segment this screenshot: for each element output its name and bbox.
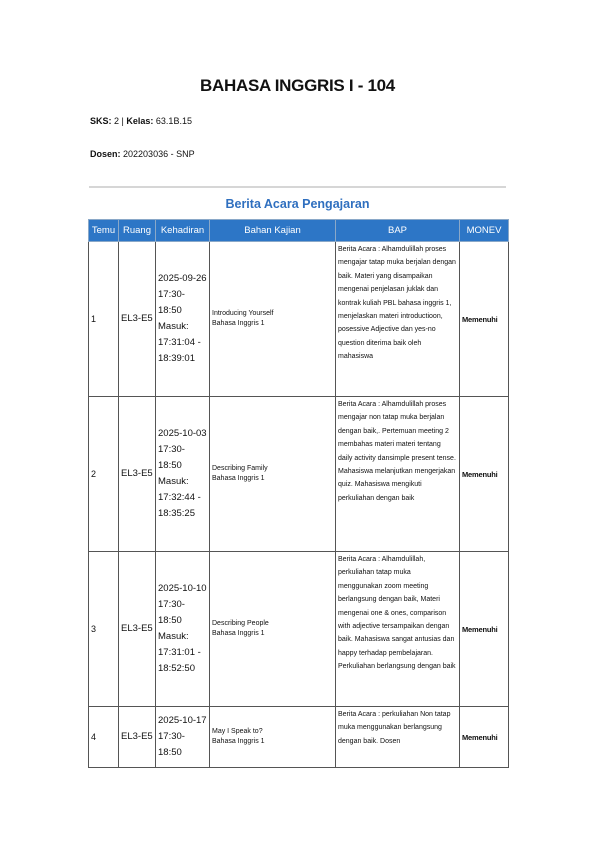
- lecturer-info: [90, 149, 195, 159]
- temu-cell: 3: [89, 552, 119, 707]
- ruang-cell: EL3-E5: [119, 242, 156, 397]
- column-header-temu: Temu: [89, 220, 119, 242]
- column-header-monev: MONEV: [460, 220, 509, 242]
- monev-cell: Memenuhi: [460, 397, 509, 552]
- sks-value: 2 |: [114, 116, 124, 126]
- bahan-title: Describing Family: [212, 465, 268, 472]
- table-row: [89, 397, 509, 552]
- bap-cell: Berita Acara : Alhamdulillah, perkuliahan tatap muka menggunakan zoom meeting berlangsung dengan baik, Materi mengenai one & ones, comparison with adjective tersampaikan dengan baik. Mahasiswa sangat antusias dan happy terhadap pembelajaran. Perkuliahan berlangsung dengan baik: [336, 552, 460, 707]
- kehadiran-cell: 2025-09-26 17:30-18:50 Masuk: 17:31:04 - 18:39:01: [156, 242, 210, 397]
- bahan-kajian-cell: [210, 707, 336, 768]
- kehadiran-cell: 2025-10-17 17:30-18:50: [156, 707, 210, 768]
- divider: [89, 186, 506, 188]
- bahan-title: Describing People: [212, 620, 269, 627]
- bahan-kajian-cell: [210, 552, 336, 707]
- table-row: [89, 707, 509, 768]
- kehadiran-cell: 2025-10-10 17:30-18:50 Masuk: 17:31:01 - 18:52:50: [156, 552, 210, 707]
- temu-cell: 4: [89, 707, 119, 768]
- bap-cell: Berita Acara : Alhamdulillah proses mengajar non tatap muka berjalan dengan baik,. Pertemuan meeting 2 membahas materi materi tentang daily activity dansimple present tense. Mahasiswa melanjutkan mengerjakan quiz. Mahasiswa mengikuti perkuliahan dengan baik: [336, 397, 460, 552]
- bahan-course: Bahasa Inggris 1: [212, 630, 265, 637]
- kelas-label: Kelas:: [126, 116, 154, 126]
- ruang-cell: EL3-E5: [119, 707, 156, 768]
- bahan-course: Bahasa Inggris 1: [212, 475, 265, 482]
- dosen-value: 202203036 - SNP: [123, 149, 195, 159]
- temu-cell: 2: [89, 397, 119, 552]
- sks-label: SKS:: [90, 116, 112, 126]
- bap-cell: Berita Acara : Alhamdulillah proses mengajar tatap muka berjalan dengan baik. Materi yang disampaikan mengenai penjelasan juklak dan kontrak kuliah PBL bahasa inggris 1, menjelaskan materi introductioon, posessive Adjective dan yes-no question diterima baik oleh mahasiswa: [336, 242, 460, 397]
- bahan-title: Introducing Yourself: [212, 310, 274, 317]
- column-header-bap: BAP: [336, 220, 460, 242]
- ruang-cell: EL3-E5: [119, 397, 156, 552]
- teaching-report-table: [88, 219, 509, 768]
- temu-cell: 1: [89, 242, 119, 397]
- dosen-label: Dosen:: [90, 149, 121, 159]
- section-title: Berita Acara Pengajaran: [225, 197, 370, 211]
- table-header-row: [89, 220, 509, 242]
- course-info: [90, 116, 192, 126]
- monev-cell: Memenuhi: [460, 707, 509, 768]
- table-row: [89, 242, 509, 397]
- ruang-cell: EL3-E5: [119, 552, 156, 707]
- bahan-title: May I Speak to?: [212, 728, 263, 735]
- column-header-bahan-kajian: Bahan Kajian: [210, 220, 336, 242]
- bahan-course: Bahasa Inggris 1: [212, 738, 265, 745]
- bahan-course: Bahasa Inggris 1: [212, 320, 265, 327]
- kehadiran-cell: 2025-10-03 17:30-18:50 Masuk: 17:32:44 - 18:35:25: [156, 397, 210, 552]
- monev-cell: Memenuhi: [460, 552, 509, 707]
- page-title: BAHASA INGGRIS I - 104: [200, 76, 395, 95]
- bap-cell: Berita Acara : perkuliahan Non tatap muka menggunakan berlangsung dengan baik. Dosen: [336, 707, 460, 768]
- bahan-kajian-cell: [210, 397, 336, 552]
- kelas-value: 63.1B.15: [155, 116, 192, 126]
- column-header-kehadiran: Kehadiran: [156, 220, 210, 242]
- monev-cell: Memenuhi: [460, 242, 509, 397]
- bahan-kajian-cell: [210, 242, 336, 397]
- table-row: [89, 552, 509, 707]
- column-header-ruang: Ruang: [119, 220, 156, 242]
